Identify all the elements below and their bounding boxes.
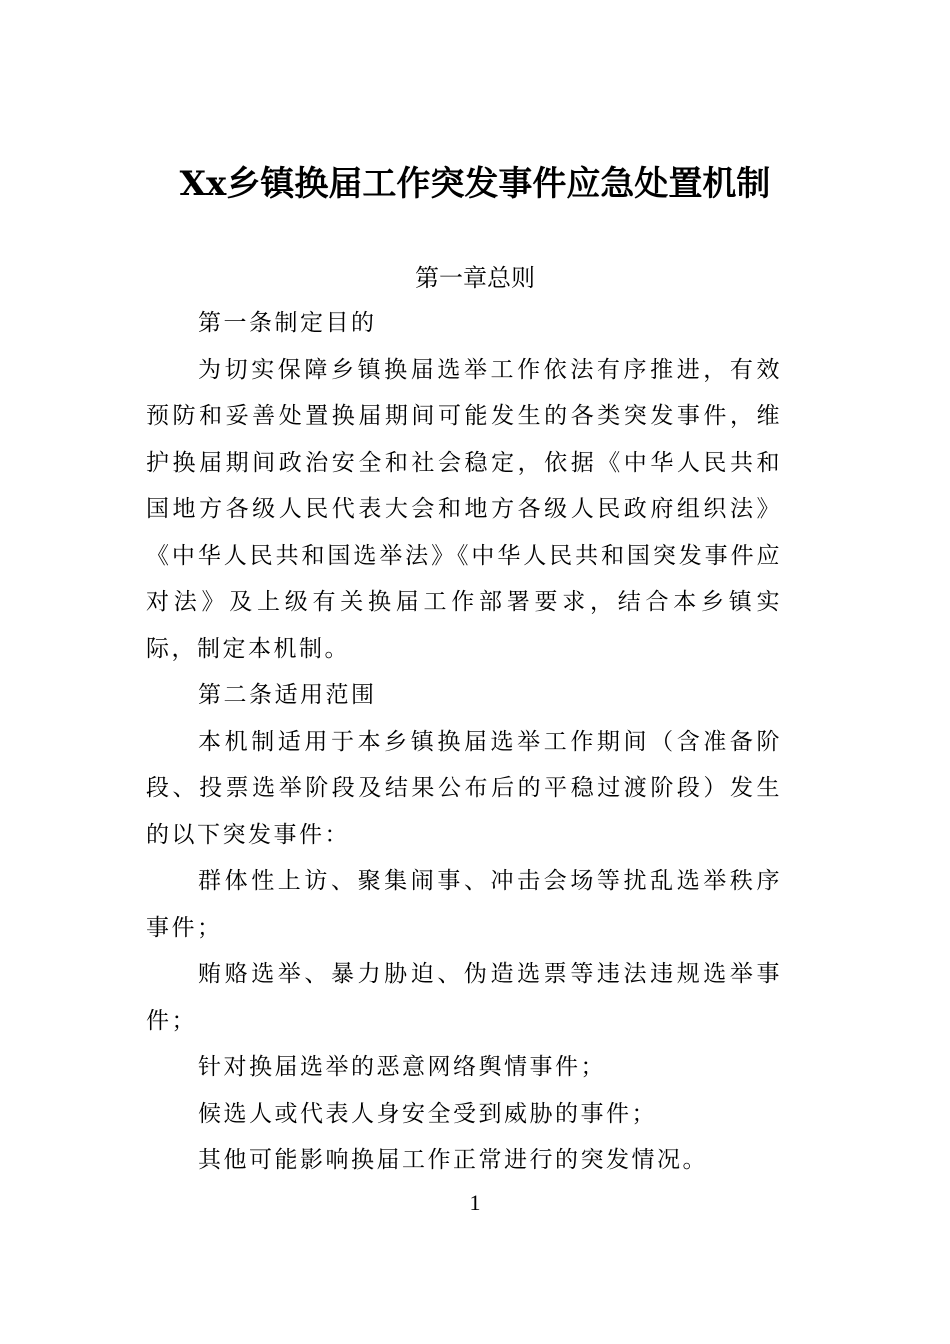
list-item: 针对换届选举的恶意网络舆情事件；	[198, 1054, 606, 1080]
list-item: 贿赂选举、暴力胁迫、伪造选票等违法违规选举事件；	[146, 961, 782, 1034]
document-body	[146, 300, 782, 1184]
article-heading: 第一条制定目的	[198, 310, 377, 336]
article-heading: 第二条适用范围	[198, 682, 377, 708]
document-title: Xx乡镇换届工作突发事件应急处置机制	[179, 164, 771, 204]
page-number: 1	[469, 1190, 481, 1215]
list-item: 群体性上访、聚集闹事、冲击会场等扰乱选举秩序事件；	[146, 868, 782, 941]
list-item: 其他可能影响换届工作正常进行的突发情况。	[198, 1147, 708, 1173]
chapter-heading: 第一章总则	[415, 264, 535, 292]
body-paragraph: 本机制适用于本乡镇换届选举工作期间（含准备阶段、投票选举阶段及结果公布后的平稳过渡阶段）发生的以下突发事件：	[146, 728, 782, 848]
list-item: 候选人或代表人身安全受到威胁的事件；	[198, 1100, 657, 1127]
body-paragraph: 为切实保障乡镇换届选举工作依法有序推进，有效预防和妥善处置换届期间可能发生的各类突发事件，维护换届期间政治安全和社会稳定，依据《中华人民共和国地方各级人民代表大会和地方各级人民政府组织法》《中华人民共和国选举法》《中华人民共和国突发事件应对法》及上级有关换届工作部署要求，结合本乡镇实际，制定本机制。	[146, 356, 782, 662]
